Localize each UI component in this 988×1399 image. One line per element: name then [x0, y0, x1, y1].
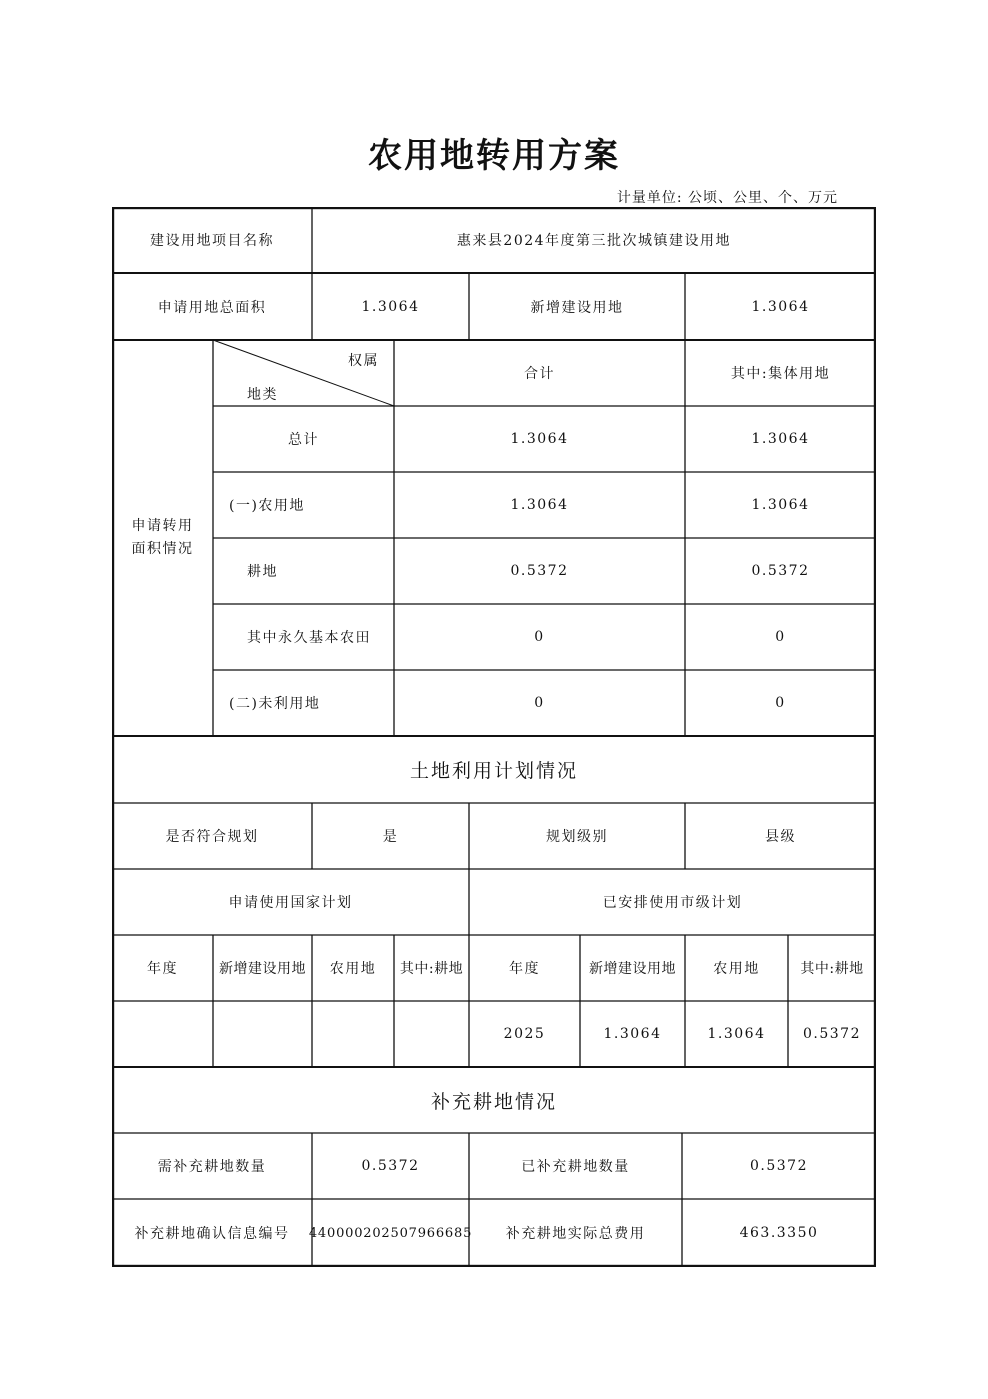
done-supplement-value: 0.5372: [750, 1158, 808, 1174]
total-area-value: 1.3064: [361, 298, 420, 315]
city-plan-label: 已安排使用市级计划: [602, 895, 743, 911]
city-value-new: 1.3064: [603, 1026, 662, 1042]
city-value-farmland: 1.3064: [707, 1026, 766, 1042]
project-name-value: 惠来县2024年度第三批次城镇建设用地: [456, 233, 732, 249]
need-supplement-value: 0.5372: [361, 1158, 420, 1174]
col-total-header: 合计: [524, 366, 555, 382]
conversion-label-line1: 申请转用: [131, 518, 194, 534]
col-collective-header: 其中:集体用地: [730, 366, 831, 382]
national-value-farmland: [312, 1001, 394, 1067]
national-header-cultivated: 其中:耕地: [399, 961, 464, 977]
row-label-cultivated: 耕地: [247, 564, 278, 580]
national-plan-label: 申请使用国家计划: [228, 895, 353, 911]
city-header-farmland: 农用地: [713, 961, 760, 977]
row-cultivated-collective: 0.5372: [751, 563, 810, 579]
header-landtype: 地类: [247, 387, 278, 403]
row-unused-value: 0: [534, 695, 545, 711]
row-cultivated-value: 0.5372: [510, 563, 569, 579]
need-supplement-label: 需补充耕地数量: [157, 1159, 267, 1175]
supplement-section-title: 补充耕地情况: [430, 1090, 557, 1113]
row-total-collective: 1.3064: [751, 431, 810, 447]
confirm-code-value: 440000202507966685: [308, 1225, 473, 1241]
confirm-code-label: 补充耕地确认信息编号: [134, 1226, 290, 1242]
actual-cost-label: 补充耕地实际总费用: [505, 1226, 646, 1242]
row-label-unused: (二)未利用地: [229, 696, 321, 712]
row-label-basic-farmland: 其中永久基本农田: [247, 630, 371, 646]
city-value-cultivated: 0.5372: [803, 1026, 861, 1042]
national-value-new: [213, 1001, 312, 1067]
conform-label: 是否符合规划: [165, 829, 259, 845]
row-basic-farmland-value: 0: [534, 629, 545, 645]
row-label-total: 总计: [288, 432, 319, 448]
row-basic-farmland-collective: 0: [775, 629, 786, 645]
row-farmland-collective: 1.3064: [751, 497, 810, 513]
actual-cost-value: 463.3350: [739, 1225, 819, 1241]
new-construction-label: 新增建设用地: [530, 299, 624, 316]
row-unused-collective: 0: [775, 695, 786, 711]
row-total-value: 1.3064: [510, 431, 569, 447]
total-area-label: 申请用地总面积: [157, 299, 267, 316]
new-construction-value: 1.3064: [751, 298, 810, 315]
national-value-cultivated: [394, 1001, 469, 1067]
unit-note: 计量单位: 公顷、公里、个、万元: [616, 190, 838, 206]
header-ownership: 权属: [348, 353, 379, 369]
plan-section-title: 土地利用计划情况: [409, 760, 578, 782]
row-label-farmland: (一)农用地: [229, 498, 305, 514]
city-header-new: 新增建设用地: [589, 961, 676, 977]
conform-value: 是: [382, 829, 399, 845]
conversion-label-line2: 面积情况: [131, 541, 194, 557]
national-header-new: 新增建设用地: [219, 961, 306, 977]
land-conversion-table: [112, 207, 876, 1267]
plan-level-value: 县级: [765, 829, 796, 845]
project-name-label: 建设用地项目名称: [150, 233, 274, 249]
national-header-farmland: 农用地: [329, 961, 377, 977]
national-header-year: 年度: [147, 961, 178, 977]
national-value-year: [112, 1001, 213, 1067]
page-title: 农用地转用方案: [368, 136, 620, 176]
plan-level-label: 规划级别: [546, 829, 608, 845]
city-header-year: 年度: [509, 961, 540, 977]
city-value-year: 2025: [503, 1026, 546, 1042]
city-header-cultivated: 其中:耕地: [800, 961, 864, 977]
row-farmland-value: 1.3064: [510, 497, 569, 513]
conversion-section-label: [112, 340, 213, 736]
done-supplement-label: 已补充耕地数量: [521, 1159, 630, 1175]
